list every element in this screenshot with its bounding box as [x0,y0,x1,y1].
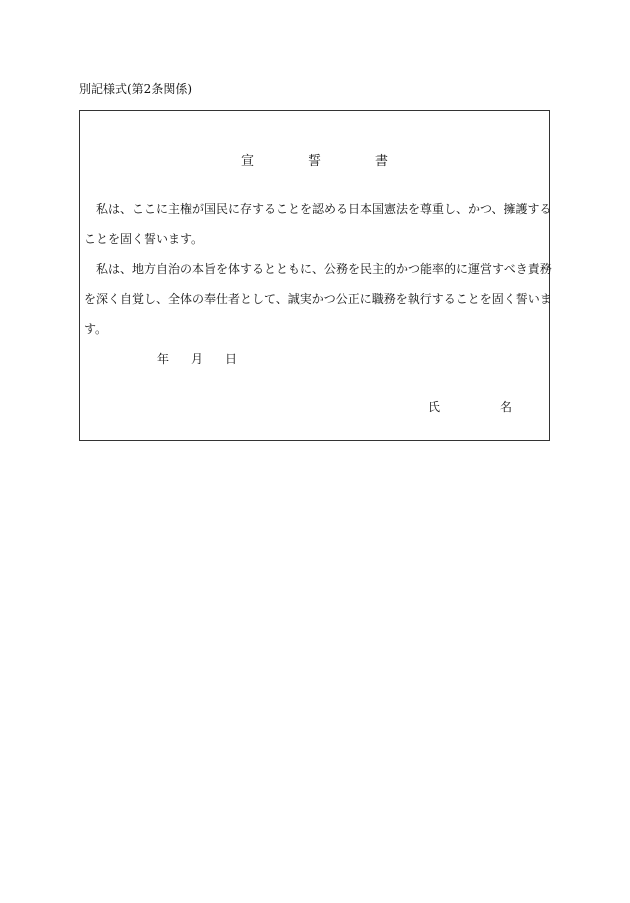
name-given-label: 名 [500,400,513,414]
oath-title-char-1: 宣 [240,154,254,169]
date-day-label: 日 [225,352,238,366]
name-surname-label: 氏 [428,400,441,414]
oath-paragraph-constitution [84,194,552,254]
oath-title-char-2: 誓 [307,154,321,169]
oath-document-box [79,110,550,441]
date-line [157,350,237,367]
paragraph2-line-3: す。 [84,322,108,336]
form-reference: 別記様式(第2条関係) [79,82,192,96]
paragraph2-line-2: を深く自覚し、全体の奉仕者として、誠実かつ公正に職務を執行することを固く誓いま [84,292,552,306]
name-line [428,398,512,415]
date-month-label: 月 [191,352,204,366]
paragraph1-line-1: 私は、ここに主権が国民に存することを認める日本国憲法を尊重し、かつ、擁護する [96,202,552,216]
date-year-label: 年 [157,352,170,366]
oath-paragraph-duty [84,254,552,344]
oath-title [80,150,549,169]
paragraph1-line-2: ことを固く誓います。 [84,232,204,246]
paragraph2-line-1: 私は、地方自治の本旨を体するとともに、公務を民主的かつ能率的に運営すべき責務 [96,262,552,276]
oath-title-char-3: 書 [375,154,389,169]
